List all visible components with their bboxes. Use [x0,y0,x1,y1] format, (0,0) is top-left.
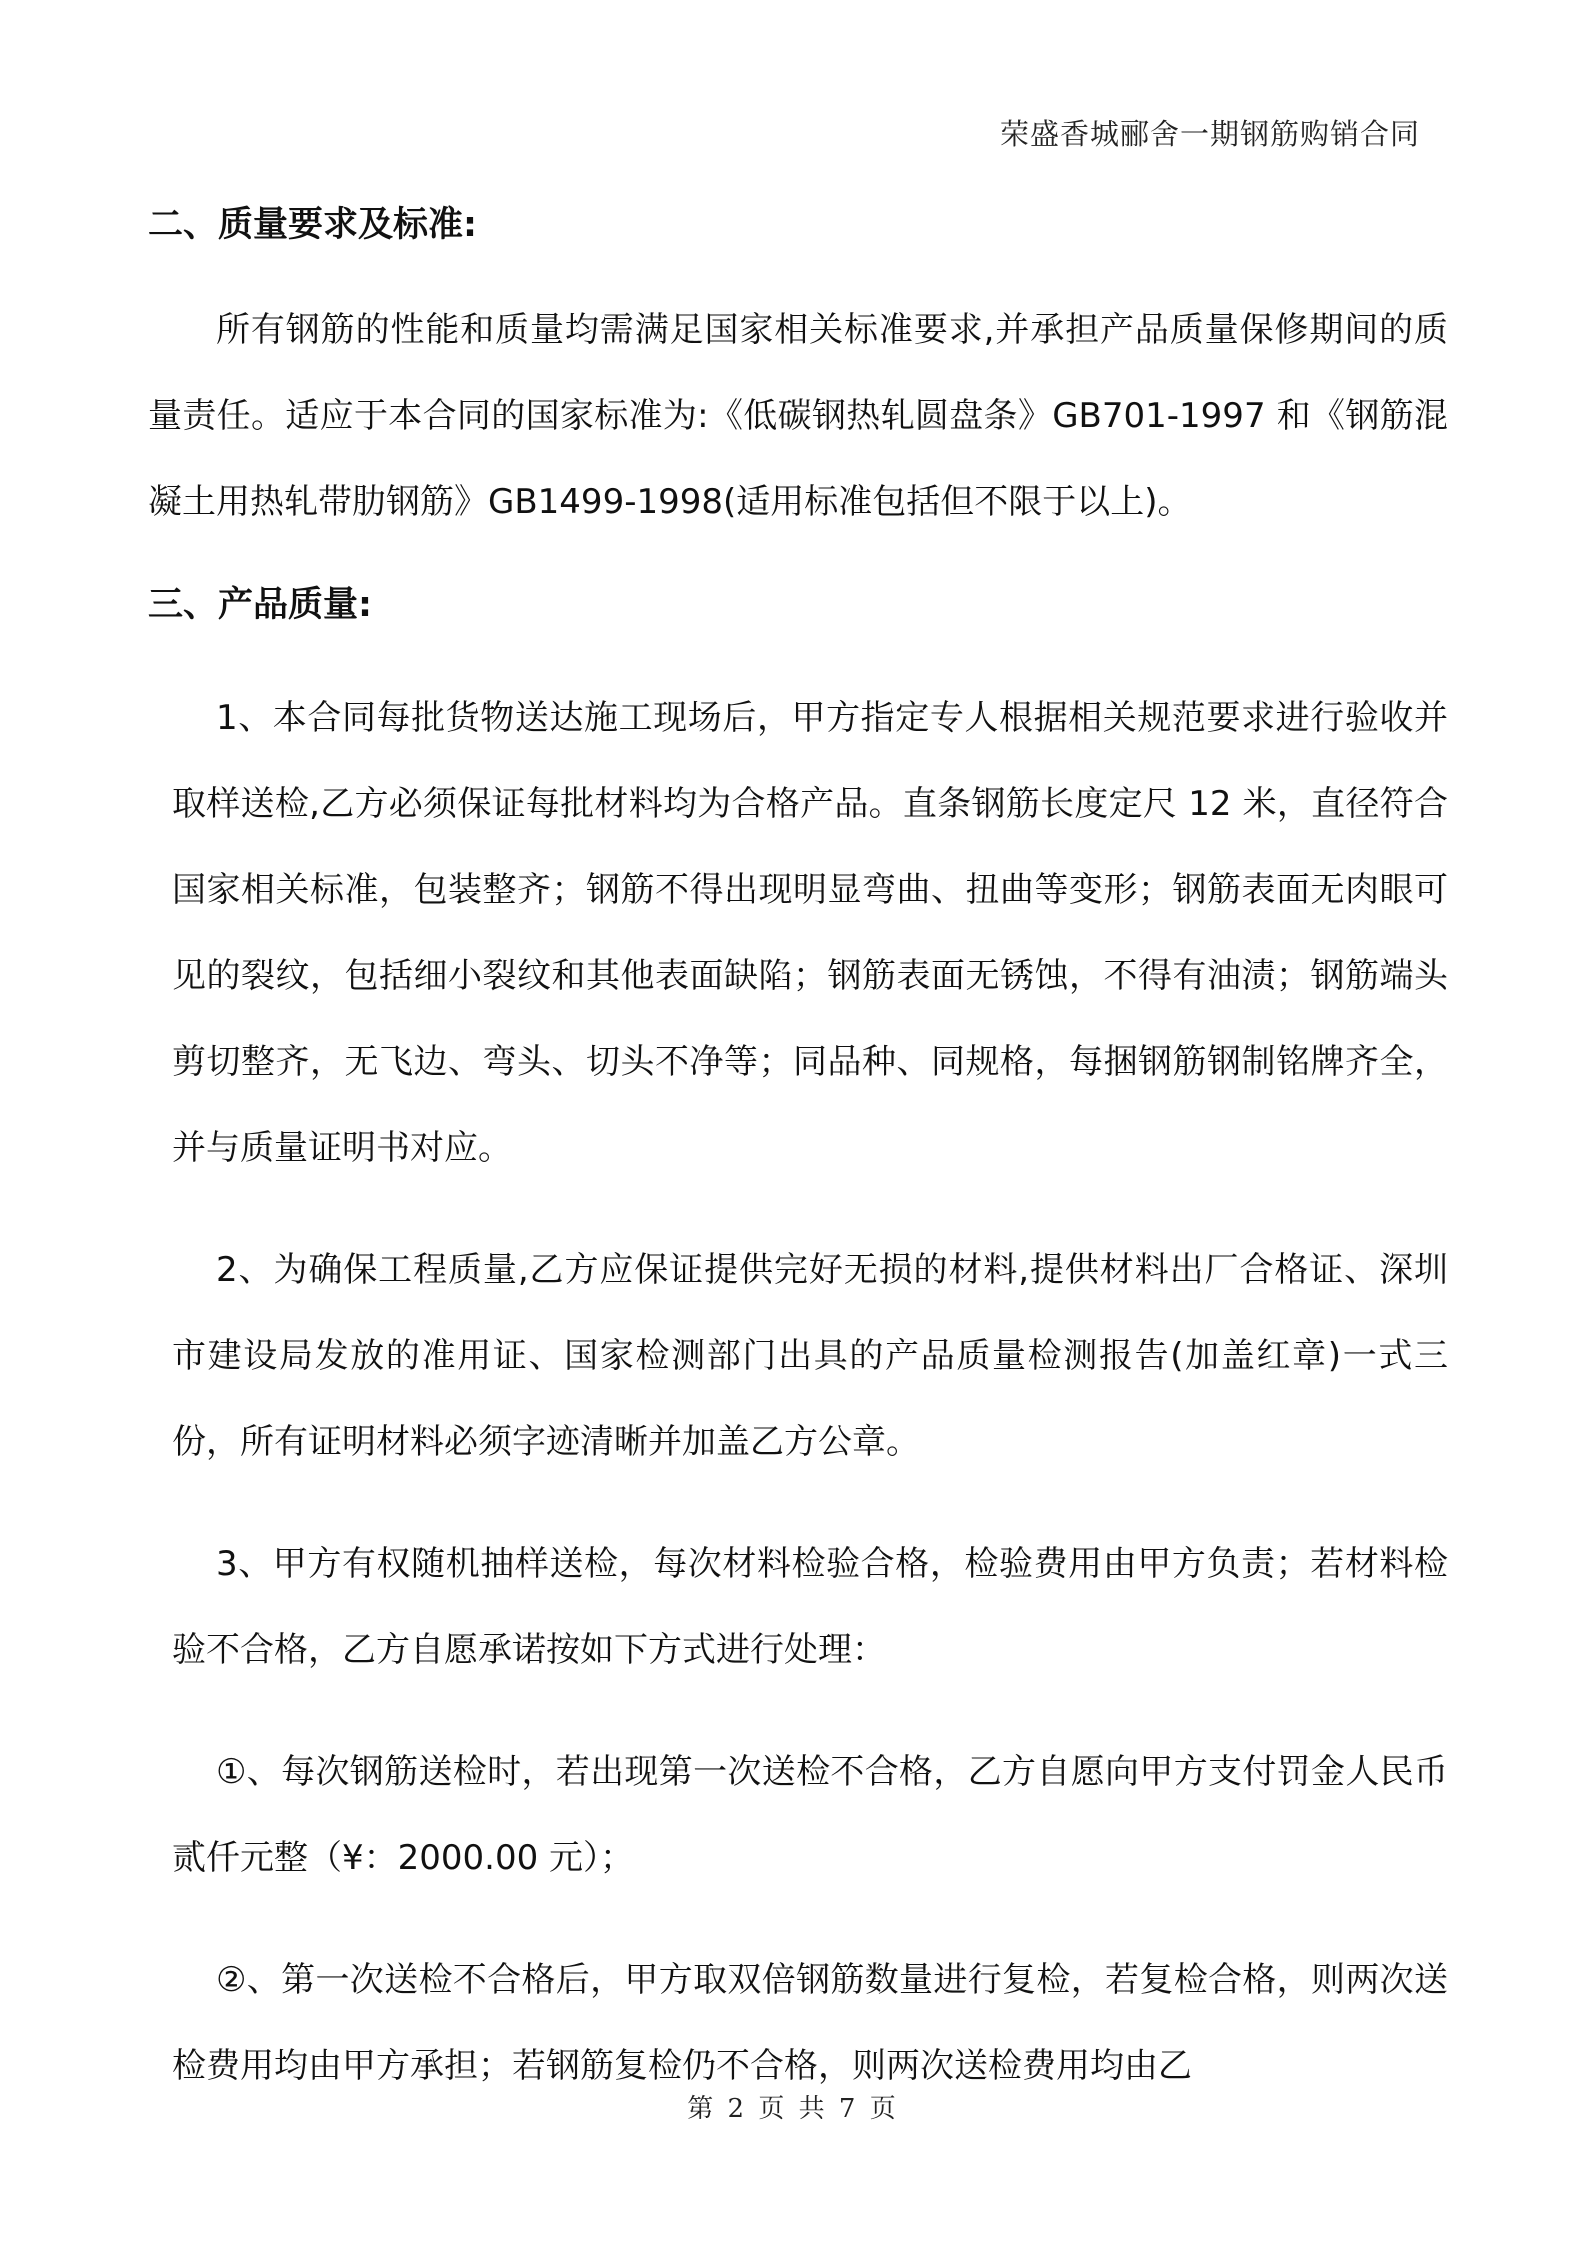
section-title-quality-standards: 二、质量要求及标准: [148,205,477,245]
paragraph-quality-standards: 所有钢筋的性能和质量均需满足国家相关标准要求,并承担产品质量保修期间的质量责任。适应于本合同的国家标准为:《低碳钢热轧圆盘条》GB701-1997 和《钢筋混凝土用热轧带肋钢筋》GB1499-1998(适用标准包括但不限于以上)。 [148,310,1448,522]
section-title-product-quality: 三、产品质量: [148,585,372,625]
page-number-footer: 第 2 页 共 7 页 [687,2094,899,2124]
page-header: 荣盛香城郦舍一期钢筋购销合同 [999,117,1420,151]
document-body [148,195,1448,2109]
clause-subitem-2: ②、第一次送检不合格后，甲方取双倍钢筋数量进行复检，若复检合格，则两次送检费用均由甲方承担；若钢筋复检仍不合格，则两次送检费用均由乙 [172,1960,1448,2086]
clause-item-2: 2、为确保工程质量,乙方应保证提供完好无损的材料,提供材料出厂合格证、深圳市建设局发放的准用证、国家检测部门出具的产品质量检测报告(加盖红章)一式三份，所有证明材料必须字迹清晰并加盖乙方公章。 [172,1250,1448,1462]
clause-subitem-1: ①、每次钢筋送检时，若出现第一次送检不合格，乙方自愿向甲方支付罚金人民币贰仟元整（¥：2000.00 元）； [172,1752,1448,1878]
clause-item-1: 1、本合同每批货物送达施工现场后，甲方指定专人根据相关规范要求进行验收并取样送检,乙方必须保证每批材料均为合格产品。直条钢筋长度定尺 12 米，直径符合国家相关标准，包装整齐；钢筋不得出现明显弯曲、扭曲等变形；钢筋表面无肉眼可见的裂纹，包括细小裂纹和其他表面缺陷；钢筋表面无锈蚀，不得有油渍；钢筋端头剪切整齐，无飞边、弯头、切头不净等；同品种、同规格，每捆钢筋钢制铭牌齐全，并与质量证明书对应。 [172,698,1448,1168]
clause-item-3: 3、甲方有权随机抽样送检，每次材料检验合格，检验费用由甲方负责；若材料检验不合格，乙方自愿承诺按如下方式进行处理： [172,1544,1448,1670]
